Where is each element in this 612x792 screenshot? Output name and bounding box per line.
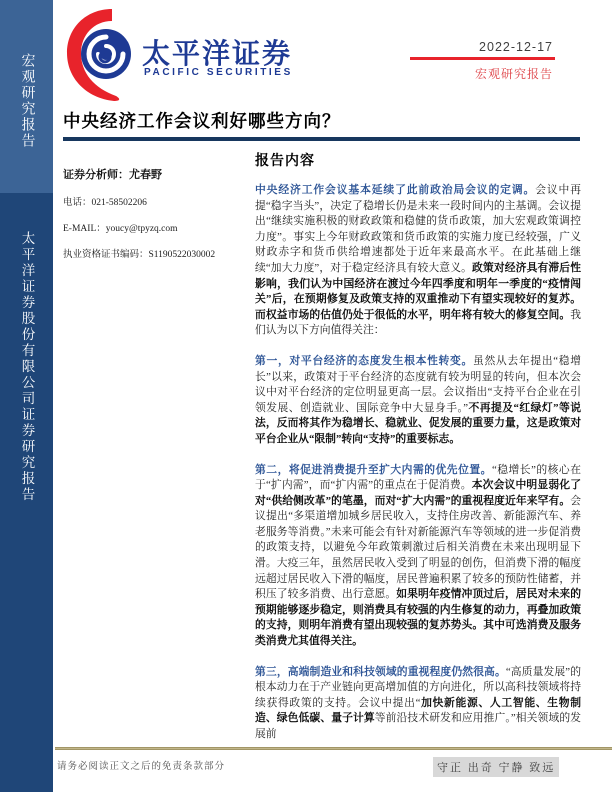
text-segment-regular: 等前沿技术研发和应用推广。”相关领域的发展前 bbox=[255, 712, 582, 740]
logo-name-chinese: 太平洋证券 bbox=[142, 38, 293, 69]
text-segment-lead: 中央经济工作会议基本延续了此前政治局会议的定调。 bbox=[255, 184, 536, 196]
analyst-name: 证券分析师：尤春野 bbox=[63, 169, 162, 181]
text-segment-lead: 第三，高端制造业和科技领域的重视程度仍然很高。 bbox=[255, 665, 506, 678]
analyst-certificate: 执业资格证书编码：S1190522030002 bbox=[63, 250, 216, 260]
report-content bbox=[255, 150, 581, 758]
sidebar-company-band bbox=[0, 193, 53, 792]
pacific-securities-logo-icon bbox=[64, 8, 136, 102]
report-paragraphs bbox=[255, 183, 581, 743]
report-category: 宏观研究报告 bbox=[474, 67, 553, 81]
text-segment-lead: 第一，对平台经济的态度发生根本性转变。 bbox=[255, 354, 473, 367]
logo-name-english: PACIFIC SECURITIES bbox=[144, 67, 293, 78]
red-divider-line bbox=[410, 57, 555, 60]
analyst-info bbox=[63, 166, 249, 272]
sidebar-category-band bbox=[0, 0, 53, 193]
text-segment-bold: 政策对经济具有滞后性影响，我们认为中国经济在渡过今年四季度和明年一季度的“疫情闯关”后，在预期修复及政策支持的双重推动下有望实现较好的复苏。而权益市场的估值仍处于很低的水平，明年将有较大的修复空间。 bbox=[255, 261, 581, 321]
sidebar-category-label: 宏观研究报告 bbox=[19, 53, 35, 149]
report-date: 2022-12-17 bbox=[479, 40, 553, 54]
report-paragraph bbox=[255, 665, 581, 743]
text-segment-regular: 会议中再提“稳字当头”，决定了稳增长仍是未来一段时间内的主基调。会议提出“继续实施积极的财政政策和稳健的货币政策，加大宏观政策调控力度”。事实上今年财政政策和货币政策的实施力度已经较强，广义财政赤字和货币供给增速都处于近年来最高水平。在此基础上继续“加大力度”，对于稳定经济具有较大意义。 bbox=[255, 184, 582, 274]
text-segment-bold: 本次会议中明显弱化了对“供给侧改革”的笔墨，而对“扩大内需”的重视程度近年来罕有。 bbox=[255, 479, 581, 507]
text-segment-lead: 第二，将促进消费提升至扩大内需的优先位置。 bbox=[255, 463, 492, 476]
company-motto: 守正 出奇 宁静 致远 bbox=[433, 757, 559, 777]
report-paragraph bbox=[255, 463, 581, 650]
disclaimer-note: 请务必阅读正文之后的免责条款部分 bbox=[57, 762, 226, 772]
footer-divider-line bbox=[55, 747, 612, 750]
content-heading: 报告内容 bbox=[255, 154, 315, 169]
report-paragraph bbox=[255, 354, 581, 448]
text-segment-bold: 不再提及“红绿灯”等说法，反而将其作为稳增长、稳就业、促发展的重要力量，这是政策对平台企业从“限制”转向“支持”的重要标志。 bbox=[255, 401, 582, 445]
title-underline bbox=[63, 137, 580, 141]
analyst-phone: 电话：021-58502206 bbox=[63, 198, 147, 208]
analyst-email: E-MAIL：youcy@tpyzq.com bbox=[63, 224, 178, 234]
text-segment-regular: 虽然从去年提出“稳增长”以来，政策对于平台经济的态度就有较为明显的转向，但本次会议中对平台经济的定位明显更高一层。会议指出“支持平台企业在引领发展、创造就业、国际竞争中大显身手。” bbox=[255, 354, 582, 414]
text-segment-bold: 如果明年疫情冲顶过后，居民对未来的预期能够逐步稳定，则消费具有较强的内生修复的动力，再叠加政策的支持，则明年消费有望出现较强的复苏势头。其中可选消费及服务类消费尤其值得关注。 bbox=[255, 588, 581, 648]
sidebar bbox=[0, 0, 53, 792]
report-paragraph bbox=[255, 183, 581, 339]
text-segment-bold: 加快新能源、人工智能、生物制造、绿色低碳、量子计算 bbox=[255, 696, 582, 725]
text-segment-regular: 我们认为以下方向值得关注： bbox=[255, 308, 581, 337]
text-segment-regular: “稳增长”的核心在于“扩内需”，而“扩内需”的重点在于促消费。 bbox=[255, 463, 582, 492]
text-segment-regular: “高质量发展”的根本动力在于产业链向更高增加值的方向进化，所以高科技领域将持续获得政策的支持。会议中提出“ bbox=[255, 665, 581, 709]
page-title: 中央经济工作会议利好哪些方向？ bbox=[63, 111, 341, 131]
text-segment-regular: 会议提出“多渠道增加城乡居民收入，支持住房改善、新能源汽车、养老服务等消费。”未来可能会有针对新能源汽车等领域的进一步促消费的政策支持，以避免今年政策刺激过后相关消费在未来出现明显下滑。大疫三年，虽然居民收入受到了明显的创伤，但消费下滑的幅度远超过居民收入下滑的幅度，居民普遍积累了较多的预防性储蓄，并积压了较多消费、出行意愿。 bbox=[255, 494, 581, 601]
header-meta bbox=[410, 40, 555, 82]
sidebar-company-label: 太平洋证券股份有限公司证券研究报告 bbox=[19, 231, 35, 503]
